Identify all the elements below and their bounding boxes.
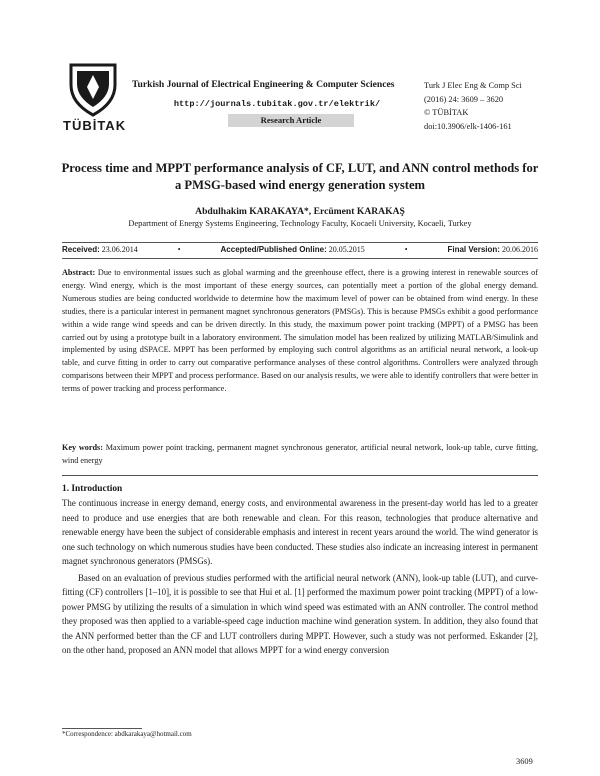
affiliation: Department of Energy Systems Engineering, Technology Faculty, Kocaeli University, Kocaeli, Turkey <box>128 219 472 228</box>
page-number: 3609 <box>516 757 533 766</box>
received-date: Received: 23.06.2014 <box>62 245 138 254</box>
abstract <box>62 267 538 396</box>
final-date: Final Version: 20.06.2016 <box>447 245 538 254</box>
article-type-badge: Research Article <box>228 114 354 127</box>
copyright: © TÜBİTAK <box>424 108 469 118</box>
citation-block <box>424 79 574 133</box>
divider-dates <box>62 258 538 259</box>
accepted-date: Accepted/Published Online: 20.05.2015 <box>220 245 365 254</box>
paragraph: The continuous increase in energy demand, energy costs, and environmental awareness in the present-day world has led to a greater need to produce and use energies that are both renewable and clean. For this reason, technologies that produce alternative and renewable energy have been the subject of considerable emphasis and interest in recent years around the world. The wind generator is one such technology on which numerous studies have been conducted. These studies also indicate an increasing interest in permanent magnet synchronous generators (PMSGs). <box>62 498 538 566</box>
logo-text: TÜBİTAK <box>63 118 127 133</box>
tubitak-logo <box>63 57 123 127</box>
footnote-rule <box>62 728 142 729</box>
keywords-text: Maximum power point tracking, permanent magnet synchronous generator, artificial neural network, look-up table, curve fitting, wind energy <box>62 443 539 465</box>
dates-row <box>62 245 538 254</box>
footnote: *Correspondence: abdkarakaya@hotmail.com <box>62 730 192 738</box>
abstract-label: Abstract: <box>62 268 96 277</box>
journal-name: Turkish Journal of Electrical Engineering & Computer Sciences <box>132 79 395 90</box>
authors: Abdulhakim KARAKAYA*, Ercüment KARAKAŞ <box>195 206 405 217</box>
date-separator: • <box>177 245 181 254</box>
divider-body <box>62 475 538 476</box>
date-separator: • <box>404 245 408 254</box>
divider-top <box>62 242 538 243</box>
volume-pages: (2016) 24: 3609 – 3620 <box>424 94 504 104</box>
section-heading: 1. Introduction <box>62 484 123 494</box>
keywords <box>62 442 538 468</box>
article-title: Process time and MPPT performance analysis of CF, LUT, and ANN control methods for a PMSG-based wind energy generation system <box>61 161 539 192</box>
introduction-body <box>62 496 538 660</box>
abstract-text: Due to environmental issues such as global warming and the greenhouse effect, there is a growing interest in renewable sources of energy. Wind energy, which is the most important of these energy sources, can potentially meet a portion of the global energy demand. Numerous studies are being conducted worldwide to determine how the maximum level of power can be obtained from wind energy. In these studies, there is a particular interest in permanent magnet synchronous generators (PMSGs). This is because PMSGs exhibit a good performance within a wide range wind speeds and can be driven directly. In this study, the maximum power point tracking (MPPT) of a PMSG has been carried out by using a prototype built in a laboratory environment. The simulation model has been realized by utilizing MATLAB/Simulink and implemented by using dSPACE. MPPT has been performed by employing such control algorithms as an artificial neural network, a look-up table, and curve fitting in order to carry out comparative performance analyses of these control algorithms. Controllers were analyzed through comparisons between their MPPT and process performance. Based on our analysis results, we were able to identify controllers that were better in terms of power tracking and process performance. <box>62 268 538 394</box>
journal-url[interactable]: http://journals.tubitak.gov.tr/elektrik/ <box>173 99 381 109</box>
paragraph: Based on an evaluation of previous studies performed with the artificial neural network (ANN), look-up table (LUT), and curve-fitting (CF) controllers [1–10], it is possible to see that Hui et al. [1] performed the maximum power point tracking (MPPT) of a low-power PMSG by utilizing the results of a simulation in which wind speed was estimated with an ANN controller. The control method they proposed was then applied to a variable-speed cage induction machine wind generation system. In addition, they also found that the ANN performed better than the CF and LUT controllers during MPPT. However, such a study was not performed. Eskander [2], on the other hand, proposed an ANN model that allows MPPT for a wind energy conversion <box>62 572 538 655</box>
keywords-label: Key words: <box>62 443 103 452</box>
journal-abbrev: Turk J Elec Eng & Comp Sci <box>424 81 522 90</box>
doi[interactable]: doi:10.3906/elk-1406-161 <box>424 121 512 131</box>
